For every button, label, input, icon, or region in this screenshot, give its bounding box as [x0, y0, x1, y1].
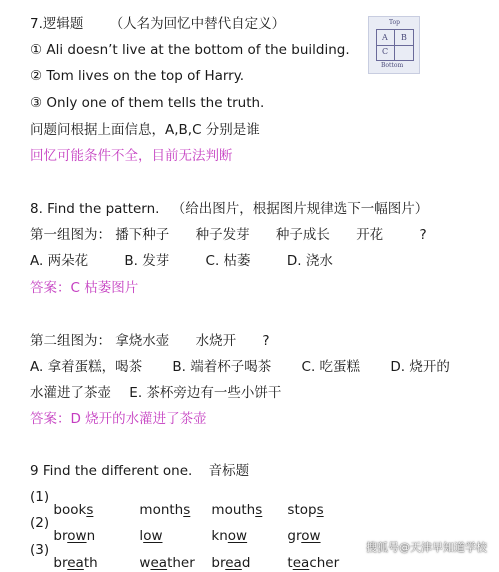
q8-group2-option: D. 烧开的	[390, 359, 450, 375]
q9-word: know	[211, 528, 248, 544]
q8-group2-option: B. 端着杯子喝茶	[172, 359, 272, 375]
q8-group1-label: 第一组图为：	[30, 227, 111, 243]
q9-word-underlined-part: ow	[67, 528, 87, 544]
diagram-a: A	[382, 33, 388, 42]
diagram-bottom-label: Bottom	[381, 62, 404, 69]
q8-title: 8. Find the pattern.	[30, 201, 160, 217]
q9-word-underlined-part: s	[255, 502, 263, 518]
q9-word: weather	[139, 555, 195, 571]
q9-word-underlined-part: ea	[292, 555, 310, 571]
q8-group1-item: 开花	[356, 227, 384, 243]
q8-title-note: （给出图片，根据图片规律选下一幅图片）	[171, 201, 429, 217]
q9-row-number: (1)	[30, 489, 54, 505]
q7-question: 问题问根据上面信息，A,B,C 分别是谁	[30, 122, 260, 138]
q8-group1-answer: 答案：C 枯萎图片	[30, 280, 139, 296]
q8-group1-item: ?	[419, 227, 427, 243]
q7-statement-2: ② Tom lives on the top of Harry.	[30, 68, 245, 84]
q8-group2-options-1	[30, 358, 450, 376]
q9-row	[30, 541, 373, 571]
q7-note: 回忆可能条件不全，目前无法判断	[30, 148, 233, 164]
diagram-grid	[376, 29, 414, 61]
q9-word-underlined-part: s	[316, 502, 324, 518]
q7-title-line	[30, 15, 285, 33]
q9-word-underlined-part: ow	[227, 528, 248, 544]
watermark-text: 搜狐号@天津早知道学校	[366, 541, 487, 554]
q8-group2-item: ?	[262, 333, 270, 349]
q9-row	[30, 514, 373, 544]
q8-group1-line	[30, 226, 427, 244]
q8-group2-item: 水烧开	[195, 333, 237, 349]
q9-row-number: (2)	[30, 515, 54, 531]
q7-title: 7.逻辑题	[30, 16, 84, 32]
q8-group1-options	[30, 252, 333, 270]
q9-word-underlined-part: ow	[143, 528, 163, 544]
q9-word: low	[139, 528, 163, 544]
q7-statement-3: ③ Only one of them tells the truth.	[30, 95, 265, 111]
q8-group2-options-2	[30, 384, 281, 402]
q7-statement-1: ① Ali doesn’t live at the bottom of the building.	[30, 42, 350, 58]
q9-title: 9 Find the different one.	[30, 463, 193, 479]
q9-title-line	[30, 462, 249, 480]
q8-group2-line	[30, 332, 270, 350]
q9-word: months	[139, 502, 191, 518]
q8-title-line	[30, 200, 428, 218]
q8-group2-option: C. 吃蛋糕	[301, 359, 361, 375]
q8-group1-item: 播下种子	[115, 227, 170, 243]
diagram-top-label: Top	[389, 19, 400, 26]
diagram-b: B	[401, 33, 407, 42]
q8-group2-label: 第二组图为：	[30, 333, 111, 349]
q9-word: bread	[211, 555, 251, 571]
building-diagram	[368, 16, 420, 74]
q8-group1-option: D. 浇水	[286, 253, 333, 269]
q9-word-underlined-part: ow	[301, 528, 321, 544]
q8-group1-item: 种子成长	[275, 227, 330, 243]
q8-group1-option: B. 发芽	[124, 253, 170, 269]
q9-word-underlined-part: ea	[150, 555, 168, 571]
q9-word-underlined-part: s	[183, 502, 191, 518]
q9-word: brown	[53, 528, 96, 544]
q9-word: stops	[287, 502, 324, 518]
q8-group1-item: 种子发芽	[195, 227, 250, 243]
q8-group1-option: C. 枯萎	[205, 253, 251, 269]
q9-word: teacher	[287, 555, 340, 571]
q9-row	[30, 488, 373, 518]
q9-word: grow	[287, 528, 321, 544]
q9-title-note: 音标题	[208, 463, 250, 479]
q9-word: mouths	[211, 502, 263, 518]
q8-group2-answer: 答案：D 烧开的水灌进了茶壶	[30, 411, 207, 427]
q9-word-underlined-part: ea	[225, 555, 242, 571]
q9-word: books	[53, 502, 94, 518]
q9-word: breath	[53, 555, 98, 571]
q8-group2-option: 水灌进了茶壶	[30, 385, 111, 401]
q8-group2-option: A. 拿着蛋糕，喝茶	[30, 359, 143, 375]
q9-word-underlined-part: ea	[67, 555, 84, 571]
diagram-c: C	[382, 47, 389, 56]
q7-title-note: （人名为回忆中替代自定义）	[109, 16, 286, 32]
q8-group2-item: 拿烧水壶	[115, 333, 170, 349]
q9-word-underlined-part: s	[86, 502, 94, 518]
q9-row-number: (3)	[30, 542, 54, 558]
q8-group1-option: A. 两朵花	[30, 253, 89, 269]
q8-group2-option: E. 茶杯旁边有一些小饼干	[129, 385, 282, 401]
